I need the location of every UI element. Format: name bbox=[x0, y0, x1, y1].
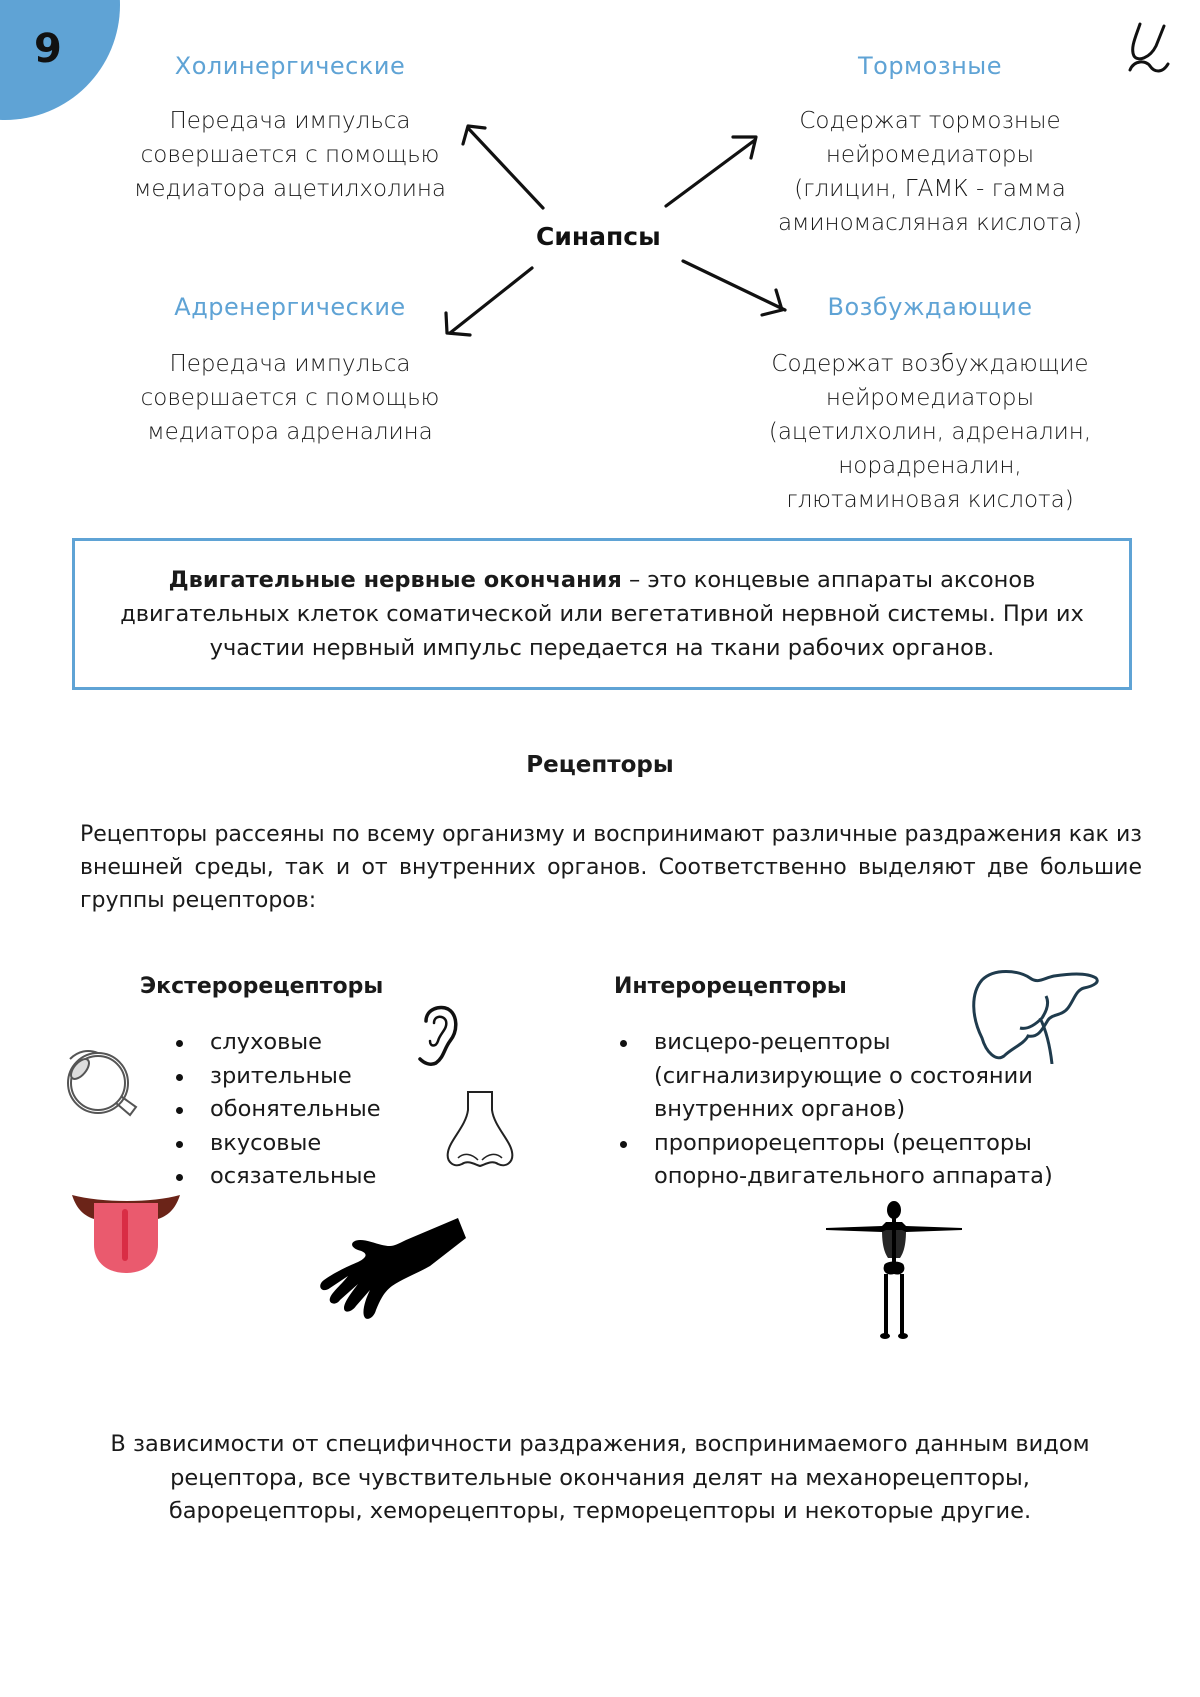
receptors-intro: Рецепторы рассеяны по всему организму и воспринимают различные раздражения как из внешней среды, так и от внутренних органов. Соответственно выделяют две большие группы рецепторов: bbox=[80, 822, 1142, 913]
desc-line: норадреналин, bbox=[838, 453, 1022, 479]
branch-description bbox=[730, 104, 1130, 240]
desc-line: глютаминовая кислота) bbox=[786, 487, 1074, 513]
branch-description bbox=[730, 347, 1130, 517]
list-item: висцеро-рецепторы (сигнализирующие о состоянии внутренних органов) bbox=[616, 1026, 1116, 1127]
synapses-label: Синапсы bbox=[536, 222, 661, 251]
desc-line: медиатора адреналина bbox=[147, 419, 433, 445]
eye-icon bbox=[58, 1045, 142, 1121]
branch-title: Холинергические bbox=[174, 52, 406, 80]
hand-icon bbox=[318, 1218, 468, 1322]
definition-body: – это концевые аппараты аксонов двигательных клеток соматической или вегетативной нервной системы. При их участии нервный импульс передается на ткани рабочих органов. bbox=[120, 567, 1084, 661]
nose-icon bbox=[444, 1090, 516, 1172]
footer-paragraph: В зависимости от специфичности раздражения, воспринимаемого данным видом рецептора, все чувствительные окончания делят на механорецепторы, барорецепторы, хеморецепторы, терморецепторы и некоторые другие. bbox=[110, 1431, 1090, 1524]
branch-inhibitory bbox=[730, 52, 1130, 240]
desc-line: Содержат возбуждающие bbox=[771, 351, 1089, 377]
intero-title: Интерорецепторы bbox=[614, 974, 847, 999]
page-number: 9 bbox=[34, 26, 62, 72]
list-item: слуховые bbox=[172, 1026, 381, 1060]
desc-line: (ацетилхолин, адреналин, bbox=[768, 419, 1092, 445]
list-item: осязательные bbox=[172, 1160, 381, 1194]
desc-line: нейромедиаторы bbox=[825, 385, 1035, 411]
section-title-receptors: Рецепторы bbox=[526, 752, 674, 778]
desc-line: медиатора ацетилхолина bbox=[133, 176, 447, 202]
desc-line: (глицин, ГАМК - гамма bbox=[794, 176, 1066, 202]
desc-line: Содержат тормозные bbox=[799, 108, 1061, 134]
branch-excitatory bbox=[730, 293, 1130, 517]
liver-icon bbox=[968, 968, 1100, 1064]
tongue-icon bbox=[72, 1193, 182, 1273]
definition-box bbox=[72, 538, 1132, 690]
branch-description bbox=[90, 347, 490, 449]
list-item: проприорецепторы (рецепторы опорно-двигательного аппарата) bbox=[616, 1127, 1116, 1194]
desc-line: аминомасляная кислота) bbox=[777, 210, 1083, 236]
definition-text bbox=[75, 563, 1129, 665]
list-item: зрительные bbox=[172, 1060, 381, 1094]
ear-icon bbox=[414, 1003, 464, 1067]
branch-cholinergic bbox=[90, 52, 490, 206]
branch-adrenergic bbox=[90, 293, 490, 449]
branch-description bbox=[90, 104, 490, 206]
desc-line: нейромедиаторы bbox=[825, 142, 1035, 168]
desc-line: Передача импульса bbox=[169, 351, 411, 377]
extero-list bbox=[172, 1026, 381, 1194]
desc-line: совершается с помощью bbox=[140, 385, 440, 411]
list-item: обонятельные bbox=[172, 1093, 381, 1127]
extero-title: Экстерорецепторы bbox=[140, 974, 384, 999]
definition-term: Двигательные нервные окончания bbox=[168, 567, 622, 593]
branch-title: Тормозные bbox=[857, 52, 1003, 80]
branch-title: Адренергические bbox=[174, 293, 406, 321]
skeleton-icon bbox=[826, 1200, 962, 1340]
list-item: вкусовые bbox=[172, 1127, 381, 1161]
branch-title: Возбуждающие bbox=[827, 293, 1033, 321]
desc-line: совершается с помощью bbox=[140, 142, 440, 168]
desc-line: Передача импульса bbox=[169, 108, 411, 134]
